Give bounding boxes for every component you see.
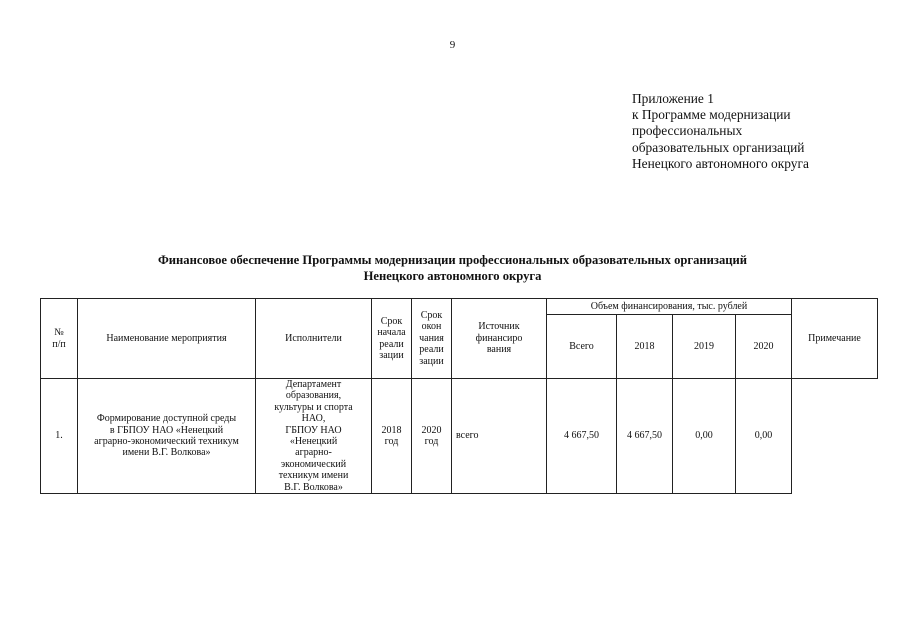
row-num: 1. xyxy=(41,379,78,494)
source-label: всего xyxy=(452,379,547,494)
document-title xyxy=(0,252,905,284)
appendix-block xyxy=(632,91,809,172)
header-source: Источник финансиро вания xyxy=(452,299,547,379)
header-2020: 2020 xyxy=(736,315,792,379)
value-2020: 0,00 xyxy=(736,379,792,494)
row-executors: Департамент образования, культуры и спорта НАО, ГБПОУ НАО «Ненецкий аграрно- экономический техникум имени В.Г. Волкова» xyxy=(256,379,372,494)
page-number: 9 xyxy=(449,39,456,51)
financing-table xyxy=(40,298,878,494)
appendix-line: Приложение 1 xyxy=(632,91,714,106)
value-2018: 4 667,50 xyxy=(617,379,673,494)
appendix-line: профессиональных xyxy=(632,123,743,139)
header-2018: 2018 xyxy=(617,315,673,379)
header-2019: 2019 xyxy=(673,315,736,379)
appendix-line: Ненецкого автономного округа xyxy=(632,155,809,171)
value-2019: 0,00 xyxy=(673,379,736,494)
header-executors: Исполнители xyxy=(256,299,372,379)
header-total: Всего xyxy=(547,315,617,379)
row-start: 2018 год xyxy=(372,379,412,494)
header-start: Срок начала реали зации xyxy=(372,299,412,379)
header-volume: Объем финансирования, тыс. рублей xyxy=(547,299,792,315)
appendix-line: образовательных организаций xyxy=(632,139,805,155)
table-row xyxy=(41,299,878,315)
title-line: Финансовое обеспечение Программы модернизации профессиональных образовательных организаций xyxy=(157,253,748,267)
header-num: № п/п xyxy=(41,299,78,379)
appendix-line: к Программе модернизации xyxy=(632,107,791,123)
title-line: Ненецкого автономного округа xyxy=(363,269,542,283)
row-end: 2020 год xyxy=(412,379,452,494)
header-end: Срок окон чания реали зации xyxy=(412,299,452,379)
header-note: Примечание xyxy=(792,299,878,379)
header-name: Наименование мероприятия xyxy=(78,299,256,379)
value-total: 4 667,50 xyxy=(547,379,617,494)
row-name: Формирование доступной среды в ГБПОУ НАО «Ненецкий аграрно-экономический техникум имени В.Г. Волкова» xyxy=(78,379,256,494)
table-row xyxy=(41,379,878,494)
